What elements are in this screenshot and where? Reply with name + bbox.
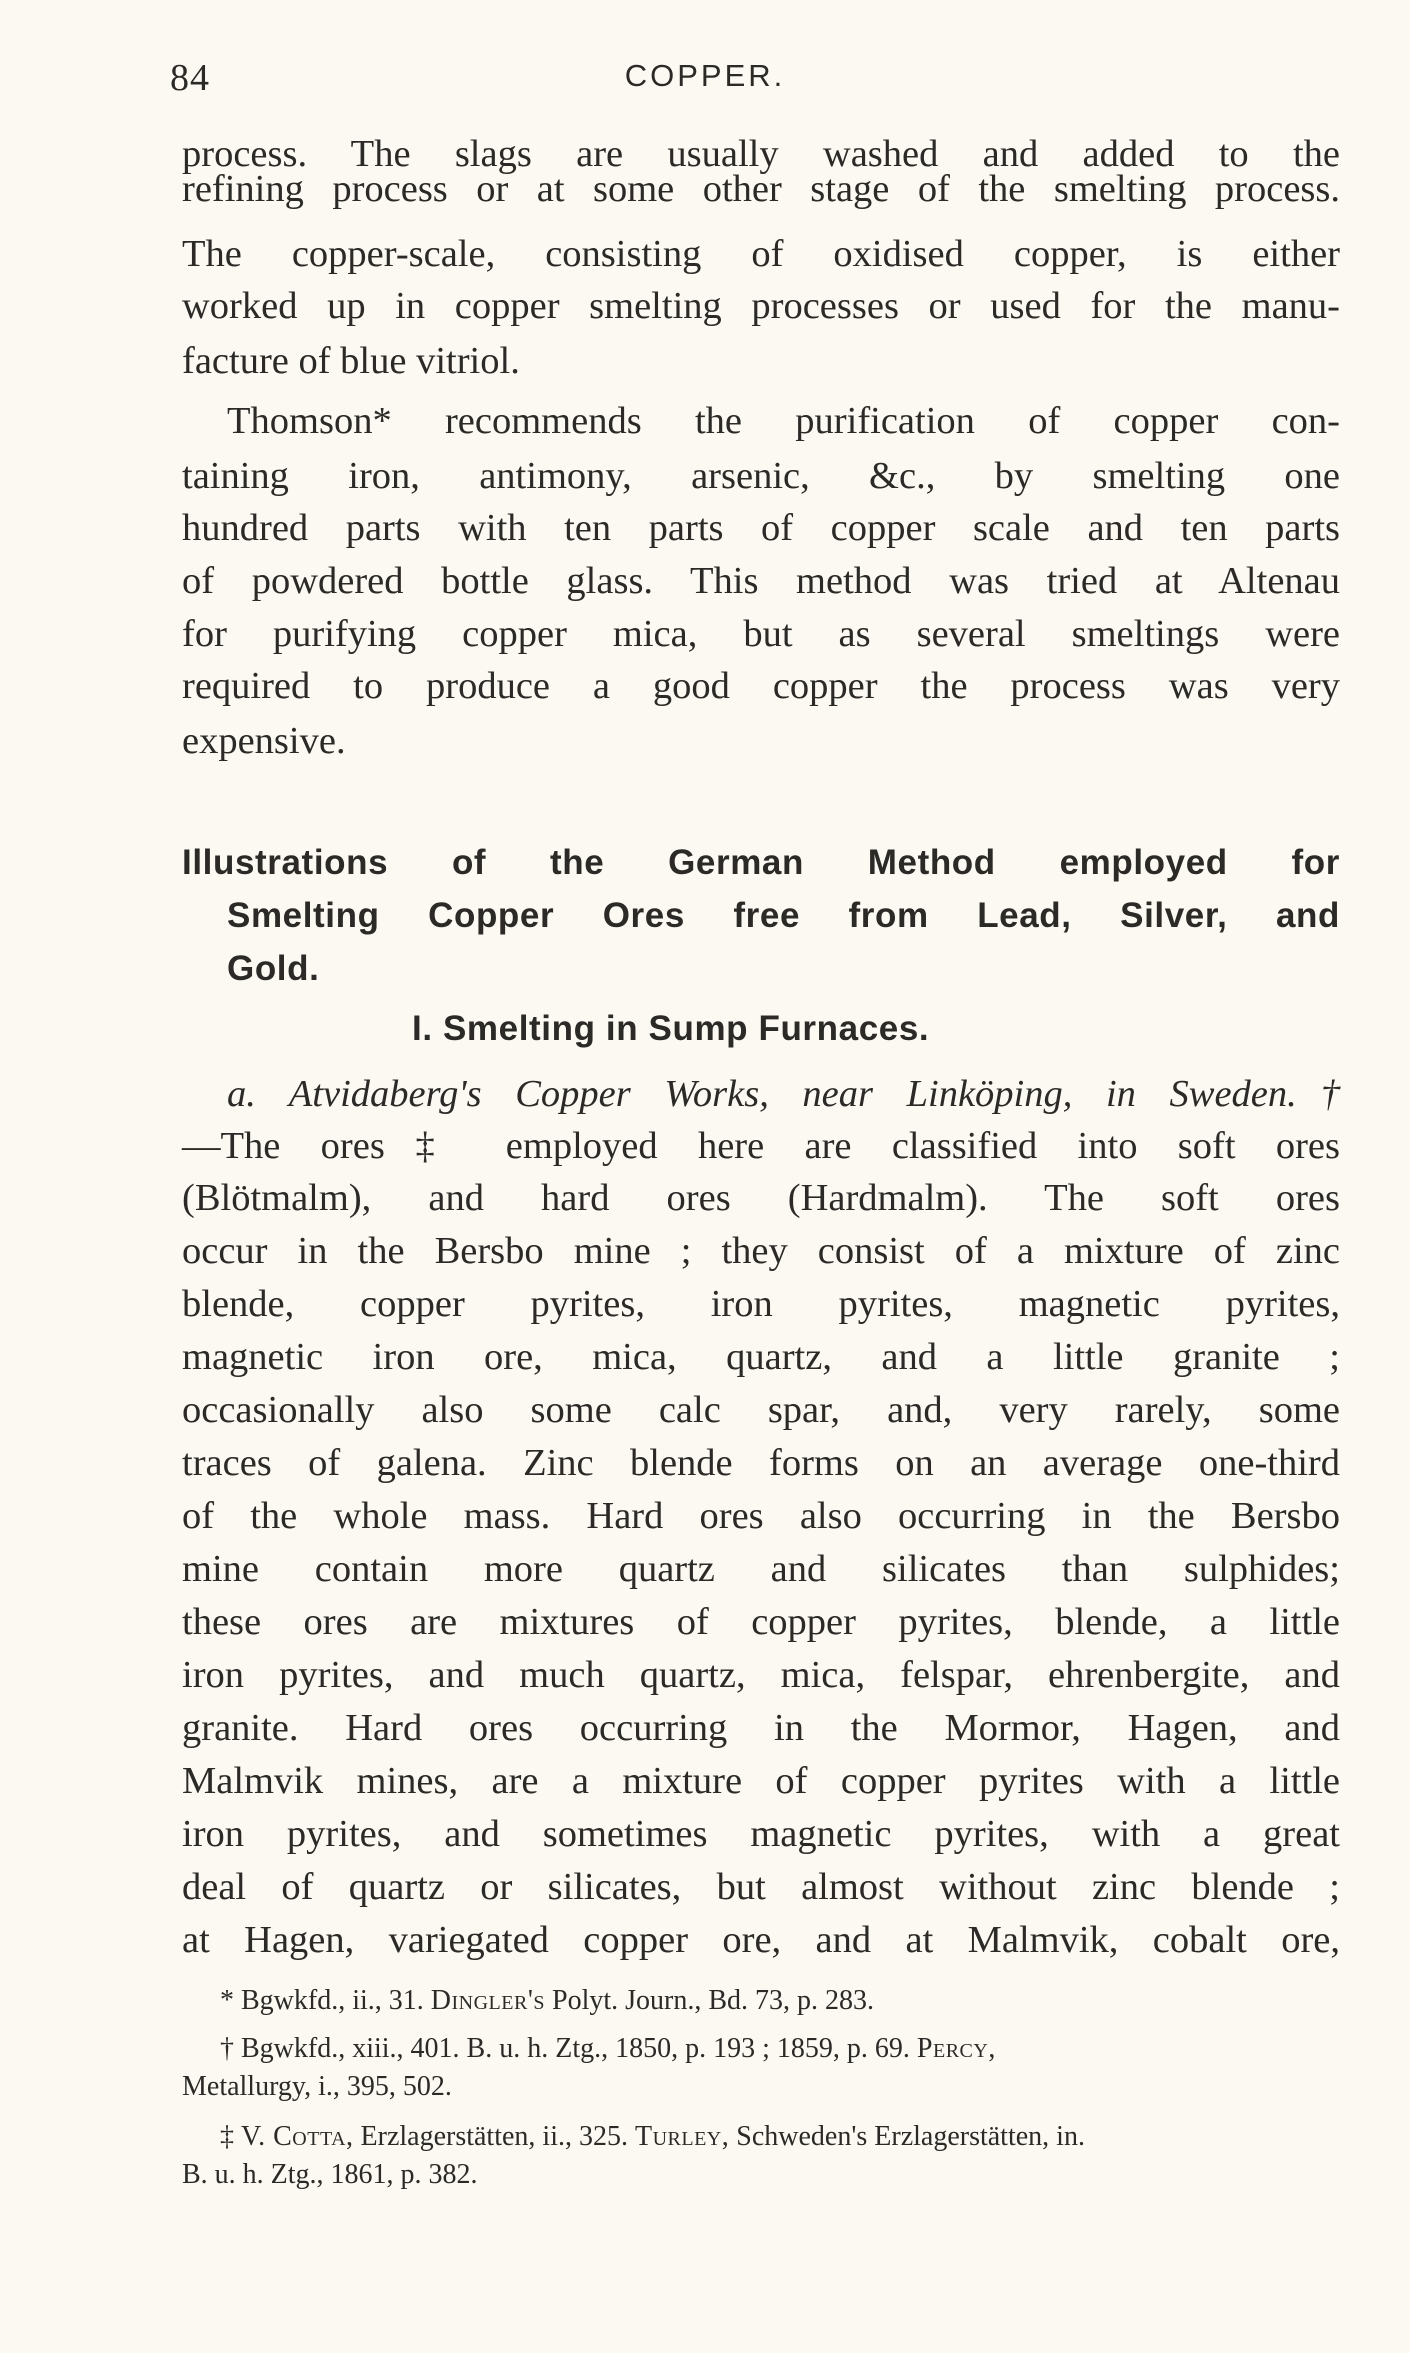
paragraph-3-line: traces of galena. Zinc blende forms on an average one-third xyxy=(182,1442,1340,1484)
subheading: I. Smelting in Sump Furnaces. xyxy=(412,1009,930,1048)
footnote-text: Bgwkfd., xiii., 401. B. u. h. Ztg., 1850, p. 193 ; 1859, p. 69. xyxy=(241,2033,917,2064)
footnote-author: V. Cotta, xyxy=(241,2121,354,2152)
paragraph-3-line: these ores are mixtures of copper pyrites, blende, a little xyxy=(182,1601,1340,1643)
page-number: 84 xyxy=(170,57,210,99)
paragraph-3-line: occur in the Bersbo mine ; they consist of a mixture of zinc xyxy=(182,1230,1340,1272)
footnote-author: Percy, xyxy=(916,2033,996,2064)
paragraph-1-line: The copper-scale, consisting of oxidised copper, is either xyxy=(182,233,1340,275)
section-a-title: a. Atvidaberg's Copper Works, near Linköping, in Sweden.† xyxy=(227,1073,1340,1115)
running-title: COPPER. xyxy=(624,58,786,93)
footnote-author: Turley, xyxy=(634,2121,730,2152)
paragraph-1-line: refining process or at some other stage of the smelting process. xyxy=(182,168,1340,210)
paragraph-1-line: process. The slags are usually washed and added to the xyxy=(182,133,1340,175)
footnote-3-continued: B. u. h. Ztg., 1861, p. 382. xyxy=(182,2159,478,2190)
paragraph-3-line: (Blötmalm), and hard ores (Hardmalm). The soft ores xyxy=(182,1177,1340,1219)
page-header xyxy=(0,50,1410,100)
paragraph-2-line: required to produce a good copper the process was very xyxy=(182,665,1340,707)
paragraph-3-line: Malmvik mines, are a mixture of copper pyrites with a little xyxy=(182,1760,1340,1802)
paragraph-3-line: deal of quartz or silicates, but almost without zinc blende ; xyxy=(182,1866,1340,1908)
footnote-2 xyxy=(220,2030,1340,2068)
paragraph-3-line: iron pyrites, and much quartz, mica, felspar, ehrenbergite, and xyxy=(182,1654,1340,1696)
paragraph-3-line: blende, copper pyrites, iron pyrites, magnetic pyrites, xyxy=(182,1283,1340,1325)
paragraph-3-line: at Hagen, variegated copper ore, and at Malmvik, cobalt ore, xyxy=(182,1919,1340,1961)
section-heading-line: Illustrations of the German Method employed for xyxy=(182,843,1340,882)
footnote-text: Schweden's Erzlagerstätten, in. xyxy=(729,2121,1085,2152)
paragraph-2-line: Thomson* recommends the purification of copper con- xyxy=(227,400,1340,442)
paragraph-2-line: taining iron, antimony, arsenic, &c., by smelting one xyxy=(182,455,1340,497)
footnote-3 xyxy=(220,2118,1340,2156)
paragraph-1-line: facture of blue vitriol. xyxy=(182,340,520,382)
paragraph-3-line: magnetic iron ore, mica, quartz, and a little granite ; xyxy=(182,1336,1340,1378)
paragraph-3-line: occasionally also some calc spar, and, very rarely, some xyxy=(182,1389,1340,1431)
footnote-mark: * xyxy=(220,1985,234,2016)
paragraph-2-line: of powdered bottle glass. This method was tried at Altenau xyxy=(182,560,1340,602)
footnote-text: Erzlagerstätten, ii., 325. xyxy=(353,2121,635,2152)
footnote-author: Dingler's xyxy=(430,1985,545,2016)
paragraph-2-line: expensive. xyxy=(182,720,346,762)
footnote-mark: ‡ xyxy=(220,2121,234,2152)
footnote-1 xyxy=(220,1982,1340,2020)
section-heading-line: Smelting Copper Ores free from Lead, Silver, and xyxy=(227,896,1340,935)
footnote-text: Bgwkfd., ii., 31. xyxy=(241,1985,431,2016)
paragraph-3-line: iron pyrites, and sometimes magnetic pyrites, with a great xyxy=(182,1813,1340,1855)
paragraph-3-line: mine contain more quartz and silicates than sulphides; xyxy=(182,1548,1340,1590)
footnote-mark: † xyxy=(220,2033,234,2064)
paragraph-2-line: for purifying copper mica, but as several smeltings were xyxy=(182,613,1340,655)
paragraph-2-line: hundred parts with ten parts of copper scale and ten parts xyxy=(182,507,1340,549)
paragraph-3-line: of the whole mass. Hard ores also occurring in the Bersbo xyxy=(182,1495,1340,1537)
paragraph-3-line: granite. Hard ores occurring in the Mormor, Hagen, and xyxy=(182,1707,1340,1749)
section-heading-line: Gold. xyxy=(227,949,320,988)
paragraph-3-line: —The ores‡ employed here are classified into soft ores xyxy=(182,1125,1340,1167)
paragraph-1-line: worked up in copper smelting processes or used for the manu- xyxy=(182,285,1340,327)
footnote-2-continued: Metallurgy, i., 395, 502. xyxy=(182,2071,452,2102)
footnote-text: Polyt. Journ., Bd. 73, p. 283. xyxy=(545,1985,875,2016)
